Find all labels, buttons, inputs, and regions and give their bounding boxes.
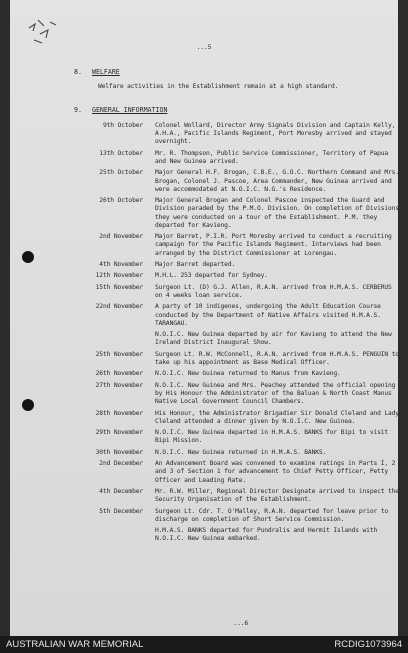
entry-date: 4th December [99,487,143,495]
entry-text: Colonel Wollard, Director Army Signals Division and Captain Kelly, A.H.A., Pacific Islands Regiment, Port Moresby arrived and stayed overnight. [155,122,396,146]
log-entry [66,429,396,445]
page-number-header: ...5 [196,44,212,51]
entry-date: 26th November [95,370,143,378]
log-entry [66,197,399,230]
log-entry [66,150,396,166]
entry-text: N.O.I.C. New Guinea departed in H.M.A.S. BANKS for Bipi to visit Bipi Mission. [155,429,389,445]
log-entry [66,508,396,524]
entry-date: 30th November [95,448,143,456]
entry-date: 15th November [95,283,143,291]
entry-date: 22nd November [95,303,143,311]
entry-text: Major General Brogan and Colonel Pascoe inspected the Guard and Division paraded by the P.M.O. Division. On completion of Divisions they were conducted on a tour of the Establishment. P.M. they departed for Kavieng. [155,197,399,229]
punch-hole [22,251,34,263]
entry-date: 28th November [95,409,143,417]
log-entry [66,331,396,347]
section-number: 8. [74,68,82,76]
entry-text: N.O.I.C. New Guinea departed by air for Kavieng to attend the New Ireland District Inaugural Show. [155,331,392,347]
log-entry [66,460,396,485]
entry-text: An Advancement Board was convened to examine ratings in Parts I, 2 and 3 of Section 1 for advancement to Chief Petty Officer, Petty Officer and Leading Rate. [155,460,396,484]
entry-date: 2nd December [99,460,143,468]
entry-text: His Honour, the Administrator Brigadier Sir Donald Cleland and Lady Cleland attended a dinner given by N.O.I.C. New Guinea. [155,409,399,425]
punch-hole [22,399,34,411]
entry-date: 26th October [99,197,143,205]
entry-date: 29th November [95,429,143,437]
entry-text: Mr. R. Thompson, Public Service Commissioner, Territory of Papua and New Guinea arrived. [155,149,389,165]
entry-date: 12th November [95,272,143,280]
document-page [10,0,398,636]
log-entry [66,449,396,457]
section-title: GENERAL INFORMATION [91,106,168,114]
log-entry [66,169,399,194]
log-entry [66,370,396,378]
log-entry [66,409,399,426]
entry-text: Surgeon Lt. (D) G.J. Allen, R.A.N. arrived from H.M.A.S. CERBERUS on 4 weeks loan service. [155,283,392,299]
entry-date: 9th October [102,122,143,129]
archive-reference: RCDIG1073964 [334,639,402,650]
handwritten-mark [26,16,60,46]
log-entry [66,233,396,258]
entry-date: 5th December [99,507,143,515]
page-number-footer: ...6 [233,620,248,627]
entry-text: Major Barret departed. [155,260,236,268]
entry-text: A party of 10 indigenes, undergoing the Adult Education Course conducted by the Department of Native Affairs visited H.M.A.S. TARANGAU. [155,303,381,327]
entry-date: 25th November [95,350,143,358]
log-entry [66,122,396,147]
entry-date: 4th November [99,260,143,268]
log-entry [66,382,396,407]
section-number: 9. [74,106,82,114]
entry-text: Major Barret, P.I.R. Port Moresby arrived to conduct a recruiting campaign for the Pacific Islands Regiment. Interviews had been arranged by the District Commissioner at Lorengau. [155,233,392,257]
archive-caption-bar [0,636,408,653]
entry-text: N.O.I.C. New Guinea and Mrs. Peachey attended the official opening by His Honour the Administrator of the Baluan & North Coast Manus Native Local Government Council Chambers. [155,381,396,406]
section-title: WELFARE [91,68,120,76]
log-entry [66,303,396,328]
entry-text: H.M.A.S. BANKS departed for Pundralis and Hermit Islands with N.O.I.C. New Guinea embarked. [155,527,378,543]
section-welfare-heading [74,68,120,76]
log-entry [66,272,396,280]
entry-text: Major General H.F. Brogan, C.B.E., G.O.C. Northern Command and Mrs. Brogan, Colonel J. Pascoe, Area Commander, New Guinea arrived and were accommodated at N.O.I.C. N.G.'s Residence. [155,169,399,193]
entry-date: 2nd November [99,233,143,241]
entry-text: Surgeon Lt. R.W. McConnell, R.A.N. arrived from H.M.A.S. PENGUIN to take up his appointment as Base Medical Officer. [155,350,399,366]
entry-date: 13th October [99,149,143,157]
entry-text: N.O.I.C. New Guinea returned in H.M.A.S. BANKS. [155,448,327,456]
entry-date: 27th November [95,381,143,389]
log-entry [66,527,396,543]
archive-name: AUSTRALIAN WAR MEMORIAL [6,639,144,650]
log-entry [66,284,396,300]
entry-date: 25th October [99,169,143,177]
entry-text: M.H.L. 253 departed for Sydney. [155,272,268,280]
entry-text: Mr. R.W. Miller, Regional Director Designate arrived to inspect the Security Organisation of the Establishment. [155,487,399,504]
section-general-heading [74,106,167,114]
general-information-list [66,122,399,547]
log-entry [66,261,396,269]
log-entry [66,487,399,504]
entry-text: Surgeon Lt. Cdr. T. O'Malley, R.A.N. departed for leave prior to discharge on completion of Short Service Commission. [155,507,389,523]
welfare-paragraph: Welfare activities in the Establishment remain at a high standard. [98,83,339,90]
entry-text: N.O.I.C. New Guinea returned to Manus from Kavieng. [155,370,341,378]
log-entry [66,350,399,367]
